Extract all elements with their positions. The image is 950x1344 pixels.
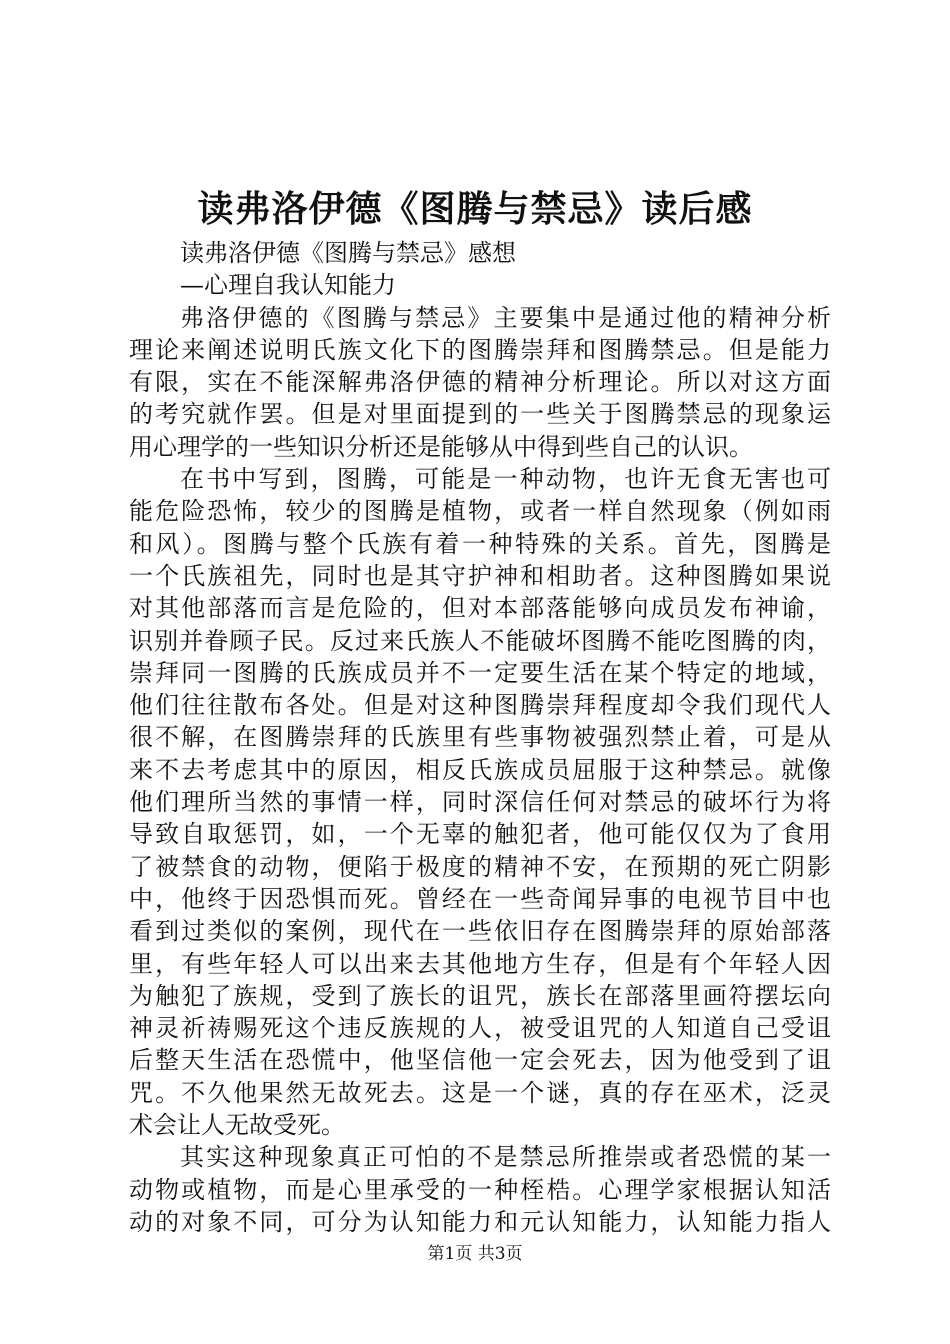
paragraph-line: 了被禁食的动物，便陷于极度的精神不安，在预期的死亡阴影 [129, 852, 831, 881]
subtitle-line: —心理自我认知能力 [180, 271, 396, 300]
paragraph-line: 其实这种现象真正可怕的不是禁忌所推崇或者恐慌的某一 [180, 1143, 831, 1172]
paragraph-line: 理论来阐述说明氏族文化下的图腾崇拜和图腾禁忌。但是能力 [129, 335, 831, 364]
paragraph-line: 能危险恐怖，较少的图腾是植物，或者一样自然现象（例如雨 [129, 497, 831, 526]
paragraph-line: 神灵祈祷赐死这个违反族规的人，被受诅咒的人知道自己受诅 [129, 1014, 831, 1043]
paragraph-line: 对其他部落而言是危险的，但对本部落能够向成员发布神谕， [129, 594, 831, 623]
subtitle-line: 读弗洛伊德《图腾与禁忌》感想 [180, 239, 516, 267]
paragraph-line: 识别并眷顾子民。反过来氏族人不能破坏图腾不能吃图腾的肉， [129, 626, 831, 655]
page-number: 第1页 共3页 [427, 1244, 523, 1264]
paragraph-line: 他们理所当然的事情一样，同时深信任何对禁忌的破坏行为将 [129, 788, 831, 817]
paragraph-line: 弗洛伊德的《图腾与禁忌》主要集中是通过他的精神分析 [180, 303, 831, 332]
paragraph-line: 中，他终于因恐惧而死。曾经在一些奇闻异事的电视节目中也 [129, 884, 831, 913]
paragraph-line: 看到过类似的案例，现代在一些依旧存在图腾崇拜的原始部落 [129, 917, 831, 946]
paragraph-line: 有限，实在不能深解弗洛伊德的精神分析理论。所以对这方面 [129, 368, 831, 397]
paragraph-line: 用心理学的一些知识分析还是能够从中得到些自己的认识。 [129, 432, 753, 461]
paragraph-line: 很不解，在图腾崇拜的氏族里有些事物被强烈禁止着，可是从 [129, 723, 831, 752]
paragraph-line: 后整天生活在恐慌中，他坚信他一定会死去，因为他受到了诅 [129, 1046, 831, 1075]
paragraph-line: 为触犯了族规，受到了族长的诅咒，族长在部落里画符摆坛向 [129, 981, 831, 1010]
document-body [129, 237, 831, 1238]
paragraph-line: 和风）。图腾与整个氏族有着一种特殊的关系。首先，图腾是 [129, 529, 831, 558]
paragraph-line: 的考究就作罢。但是对里面提到的一些关于图腾禁忌的现象运 [129, 400, 831, 429]
document-title: 读弗洛伊德《图腾与禁忌》读后感 [197, 188, 753, 230]
paragraph-line: 来不去考虑其中的原因，相反氏族成员屈服于这种禁忌。就像 [129, 755, 831, 784]
paragraph-line: 咒。不久他果然无故死去。这是一个谜，真的存在巫术，泛灵 [129, 1078, 831, 1107]
paragraph-line: 动物或植物，而是心里承受的一种桎梏。心理学家根据认知活 [129, 1175, 831, 1204]
paragraph-line: 崇拜同一图腾的氏族成员并不一定要生活在某个特定的地域， [129, 658, 831, 687]
paragraph-line: 在书中写到，图腾，可能是一种动物，也许无食无害也可 [180, 465, 831, 494]
paragraph-line: 术会让人无故受死。 [129, 1111, 345, 1140]
paragraph-line: 他们往往散布各处。但是对这种图腾崇拜程度却令我们现代人 [129, 691, 831, 720]
paragraph-line: 一个氏族祖先，同时也是其守护神和相助者。这种图腾如果说 [129, 561, 831, 590]
paragraph-line: 动的对象不同，可分为认知能力和元认知能力，认知能力指人 [129, 1207, 831, 1236]
paragraph-line: 导致自取惩罚，如，一个无辜的触犯者，他可能仅仅为了食用 [129, 820, 831, 849]
paragraph-line: 里，有些年轻人可以出来去其他地方生存，但是有个年轻人因 [129, 949, 831, 978]
